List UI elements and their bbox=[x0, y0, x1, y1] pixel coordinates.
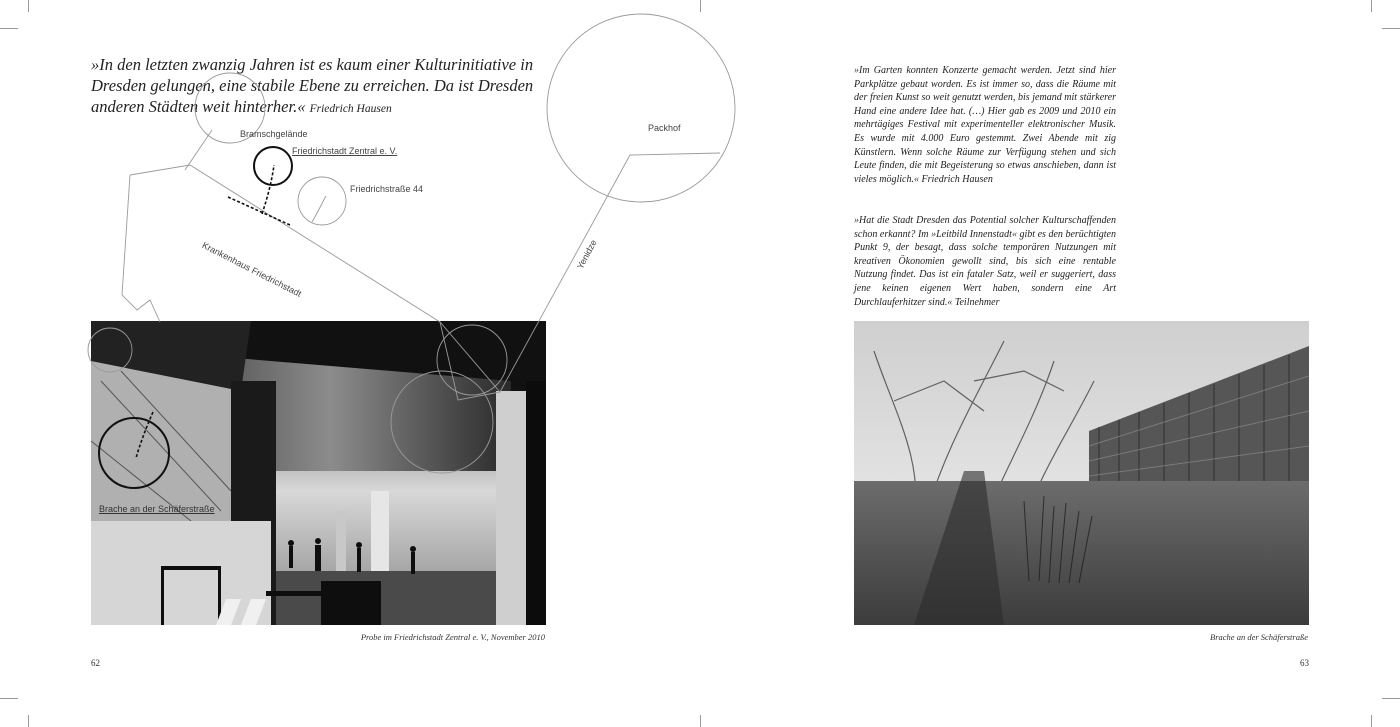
map-label-bramsch: Bramschgelände bbox=[240, 129, 308, 139]
pull-quote-text: »In den letzten zwanzig Jahren ist es kaum einer Kulturinitiative in Dresden gelungen, eine stabile Ebene zu erreichen. Da ist Dresden anderen Städten weit hinterher.« bbox=[91, 55, 534, 116]
map-label-friedrichstadt-zentral: Friedrichstadt Zentral e. V. bbox=[292, 146, 398, 156]
map-label-krankenhaus: Krankenhaus Friedrichstadt bbox=[200, 240, 304, 299]
interview-paragraph-1-text: »Im Garten konnten Konzerte gemacht werden. Jetzt sind hier Parkplätze gebaut worden. Es ist immer so, dass die Räume mit der freien Kunst so weit genutzt werden, bis jemand mit stärkerer Hand eine andere Idee hat. (…) Hier gab es 2009 und 2010 ein mehrtägiges Festival mit experimenteller elektronischer Musik. Es wurde mit 4.000 Euro gestemmt. Zwei Abende mit zig Künstlern. Wenn solche Räume zur Verfügung stehen und sich Leute finden, die mit Begeisterung so etwas anschieben, dann ist vieles möglich.« Friedrich Hausen bbox=[854, 65, 1116, 185]
page-number-right: 63 bbox=[1300, 658, 1309, 668]
map-label-packhof: Packhof bbox=[648, 123, 681, 133]
interview-paragraph-2 bbox=[854, 214, 1116, 309]
page-number-left: 62 bbox=[91, 658, 100, 668]
interview-paragraph-2-text: »Hat die Stadt Dresden das Potential solcher Kulturschaffenden schon erkannt? Im »Leitbild Innenstadt« gibt es den berüchtigten Punkt 9, der besagt, dass solche temporären Nutzungen mit kreativen Ökonomien gewollt sind, bis sich eine rentable Nutzung findet. Das ist ein fataler Satz, weil er suggeriert, dass jene keinen eigenen Wert haben, sondern eine Art Durchlauferhitzer sind.« Teilnehmer bbox=[854, 215, 1116, 308]
rehearsal-photo bbox=[91, 321, 546, 625]
map-label-friedrichstrasse: Friedrichstraße 44 bbox=[350, 184, 424, 194]
map-label-yenidze: Yenidze bbox=[575, 238, 599, 271]
map-label-brache: Brache an der Schäferstraße bbox=[99, 504, 215, 514]
interview-paragraph-1 bbox=[854, 64, 1116, 186]
pull-quote bbox=[91, 54, 543, 120]
rehearsal-photo-caption: Probe im Friedrichstadt Zentral e. V., November 2010 bbox=[360, 632, 545, 642]
wasteland-photo-caption: Brache an der Schäferstraße bbox=[1210, 632, 1308, 642]
pull-quote-attribution: Friedrich Hausen bbox=[309, 103, 392, 115]
wasteland-photo bbox=[854, 321, 1309, 625]
